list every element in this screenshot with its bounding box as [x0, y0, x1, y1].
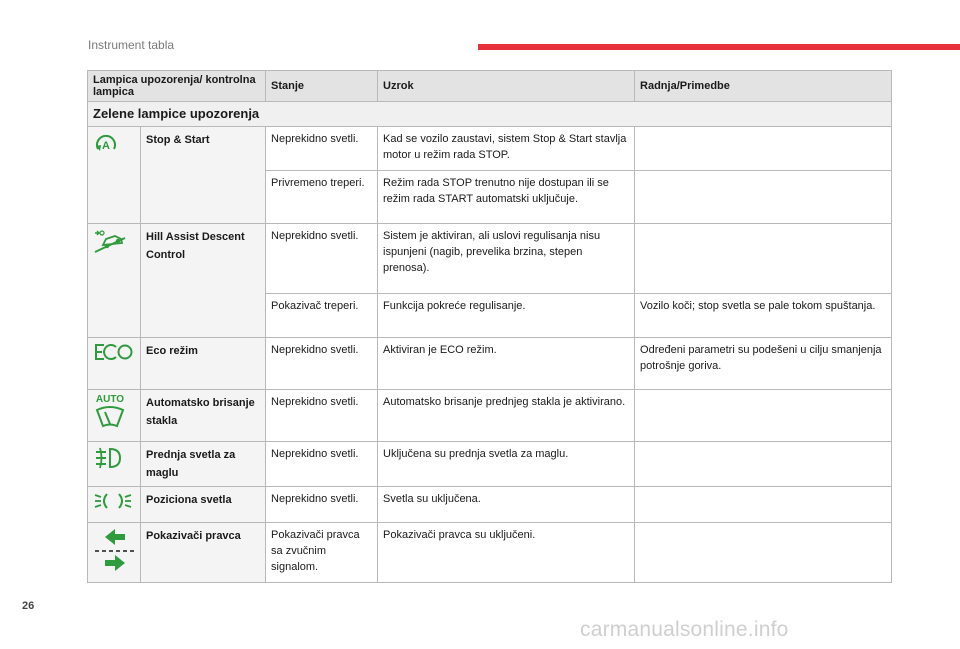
icon-cell	[88, 127, 141, 224]
table-row	[88, 487, 892, 523]
table-row	[88, 338, 892, 390]
auto-wiper-label: AUTO	[95, 394, 125, 405]
cause-cell: Režim rada STOP trenutno nije dostupan ili se režim rada START automatski uključuje.	[378, 171, 635, 224]
svg-text:A: A	[102, 140, 110, 152]
eco-icon	[93, 342, 133, 362]
lamp-name: Hill Assist Descent Control	[141, 224, 266, 338]
auto-wiper-icon	[93, 392, 127, 432]
lamp-name: Poziciona svetla	[141, 487, 266, 523]
page-number: 26	[22, 600, 35, 612]
front-fog-icon	[93, 446, 123, 470]
lamp-name: Eco režim	[141, 338, 266, 390]
cause-cell: Uključena su prednja svetla za maglu.	[378, 442, 635, 487]
icon-cell	[88, 523, 141, 583]
state-cell: Privremeno treperi.	[266, 171, 378, 224]
table-row	[88, 390, 892, 442]
action-cell	[635, 171, 892, 224]
action-cell	[635, 487, 892, 523]
lamp-name: Automatsko brisanje stakla	[141, 390, 266, 442]
cause-cell: Funkcija pokreće regulisanje.	[378, 294, 635, 338]
watermark: carmanualsonline.info	[580, 618, 789, 641]
action-cell	[635, 127, 892, 171]
position-lights-icon	[93, 491, 133, 511]
warning-lights-table	[87, 70, 892, 583]
lamp-name: Stop & Start	[141, 127, 266, 224]
cause-cell: Kad se vozilo zaustavi, sistem Stop & Start stavlja motor u režim rada STOP.	[378, 127, 635, 171]
action-cell	[635, 224, 892, 294]
state-cell: Pokazivač treperi.	[266, 294, 378, 338]
state-cell: Neprekidno svetli.	[266, 224, 378, 294]
state-cell: Neprekidno svetli.	[266, 442, 378, 487]
table-row	[88, 224, 892, 294]
action-cell	[635, 442, 892, 487]
action-cell: Vozilo koči; stop svetla se pale tokom spuštanja.	[635, 294, 892, 338]
cause-cell: Pokazivači pravca su uključeni.	[378, 523, 635, 583]
state-cell: Neprekidno svetli.	[266, 390, 378, 442]
section-row	[88, 102, 892, 127]
header-accent-bar	[478, 44, 960, 50]
section-title: Zelene lampice upozorenja	[88, 102, 892, 127]
hill-descent-icon	[93, 228, 127, 254]
state-cell: Pokazivači pravca sa zvučnim signalom.	[266, 523, 378, 583]
state-cell: Neprekidno svetli.	[266, 487, 378, 523]
column-header-lamp: Lampica upozorenja/ kontrolna lampica	[88, 71, 266, 102]
icon-cell	[88, 224, 141, 338]
action-cell	[635, 523, 892, 583]
cause-cell: Svetla su uključena.	[378, 487, 635, 523]
state-cell: Neprekidno svetli.	[266, 127, 378, 171]
page-header-title: Instrument tabla	[88, 38, 175, 52]
column-header-cause: Uzrok	[378, 71, 635, 102]
table-row	[88, 127, 892, 171]
icon-cell	[88, 390, 141, 442]
column-header-action: Radnja/Primedbe	[635, 71, 892, 102]
table-row	[88, 523, 892, 583]
lamp-name: Pokazivači pravca	[141, 523, 266, 583]
lamp-name: Prednja svetla za maglu	[141, 442, 266, 487]
icon-cell	[88, 338, 141, 390]
cause-cell: Automatsko brisanje prednjeg stakla je aktivirano.	[378, 390, 635, 442]
cause-cell: Sistem je aktiviran, ali uslovi regulisanja nisu ispunjeni (nagib, prevelika brzina, stepen prenosa).	[378, 224, 635, 294]
table-row	[88, 442, 892, 487]
action-cell	[635, 390, 892, 442]
icon-cell	[88, 442, 141, 487]
column-header-state: Stanje	[266, 71, 378, 102]
state-cell: Neprekidno svetli.	[266, 338, 378, 390]
table-header-row	[88, 71, 892, 102]
action-cell: Određeni parametri su podešeni u cilju smanjenja potrošnje goriva.	[635, 338, 892, 390]
turn-signals-icon	[93, 527, 137, 573]
icon-cell	[88, 487, 141, 523]
cause-cell: Aktiviran je ECO režim.	[378, 338, 635, 390]
stop-start-icon	[93, 131, 119, 157]
